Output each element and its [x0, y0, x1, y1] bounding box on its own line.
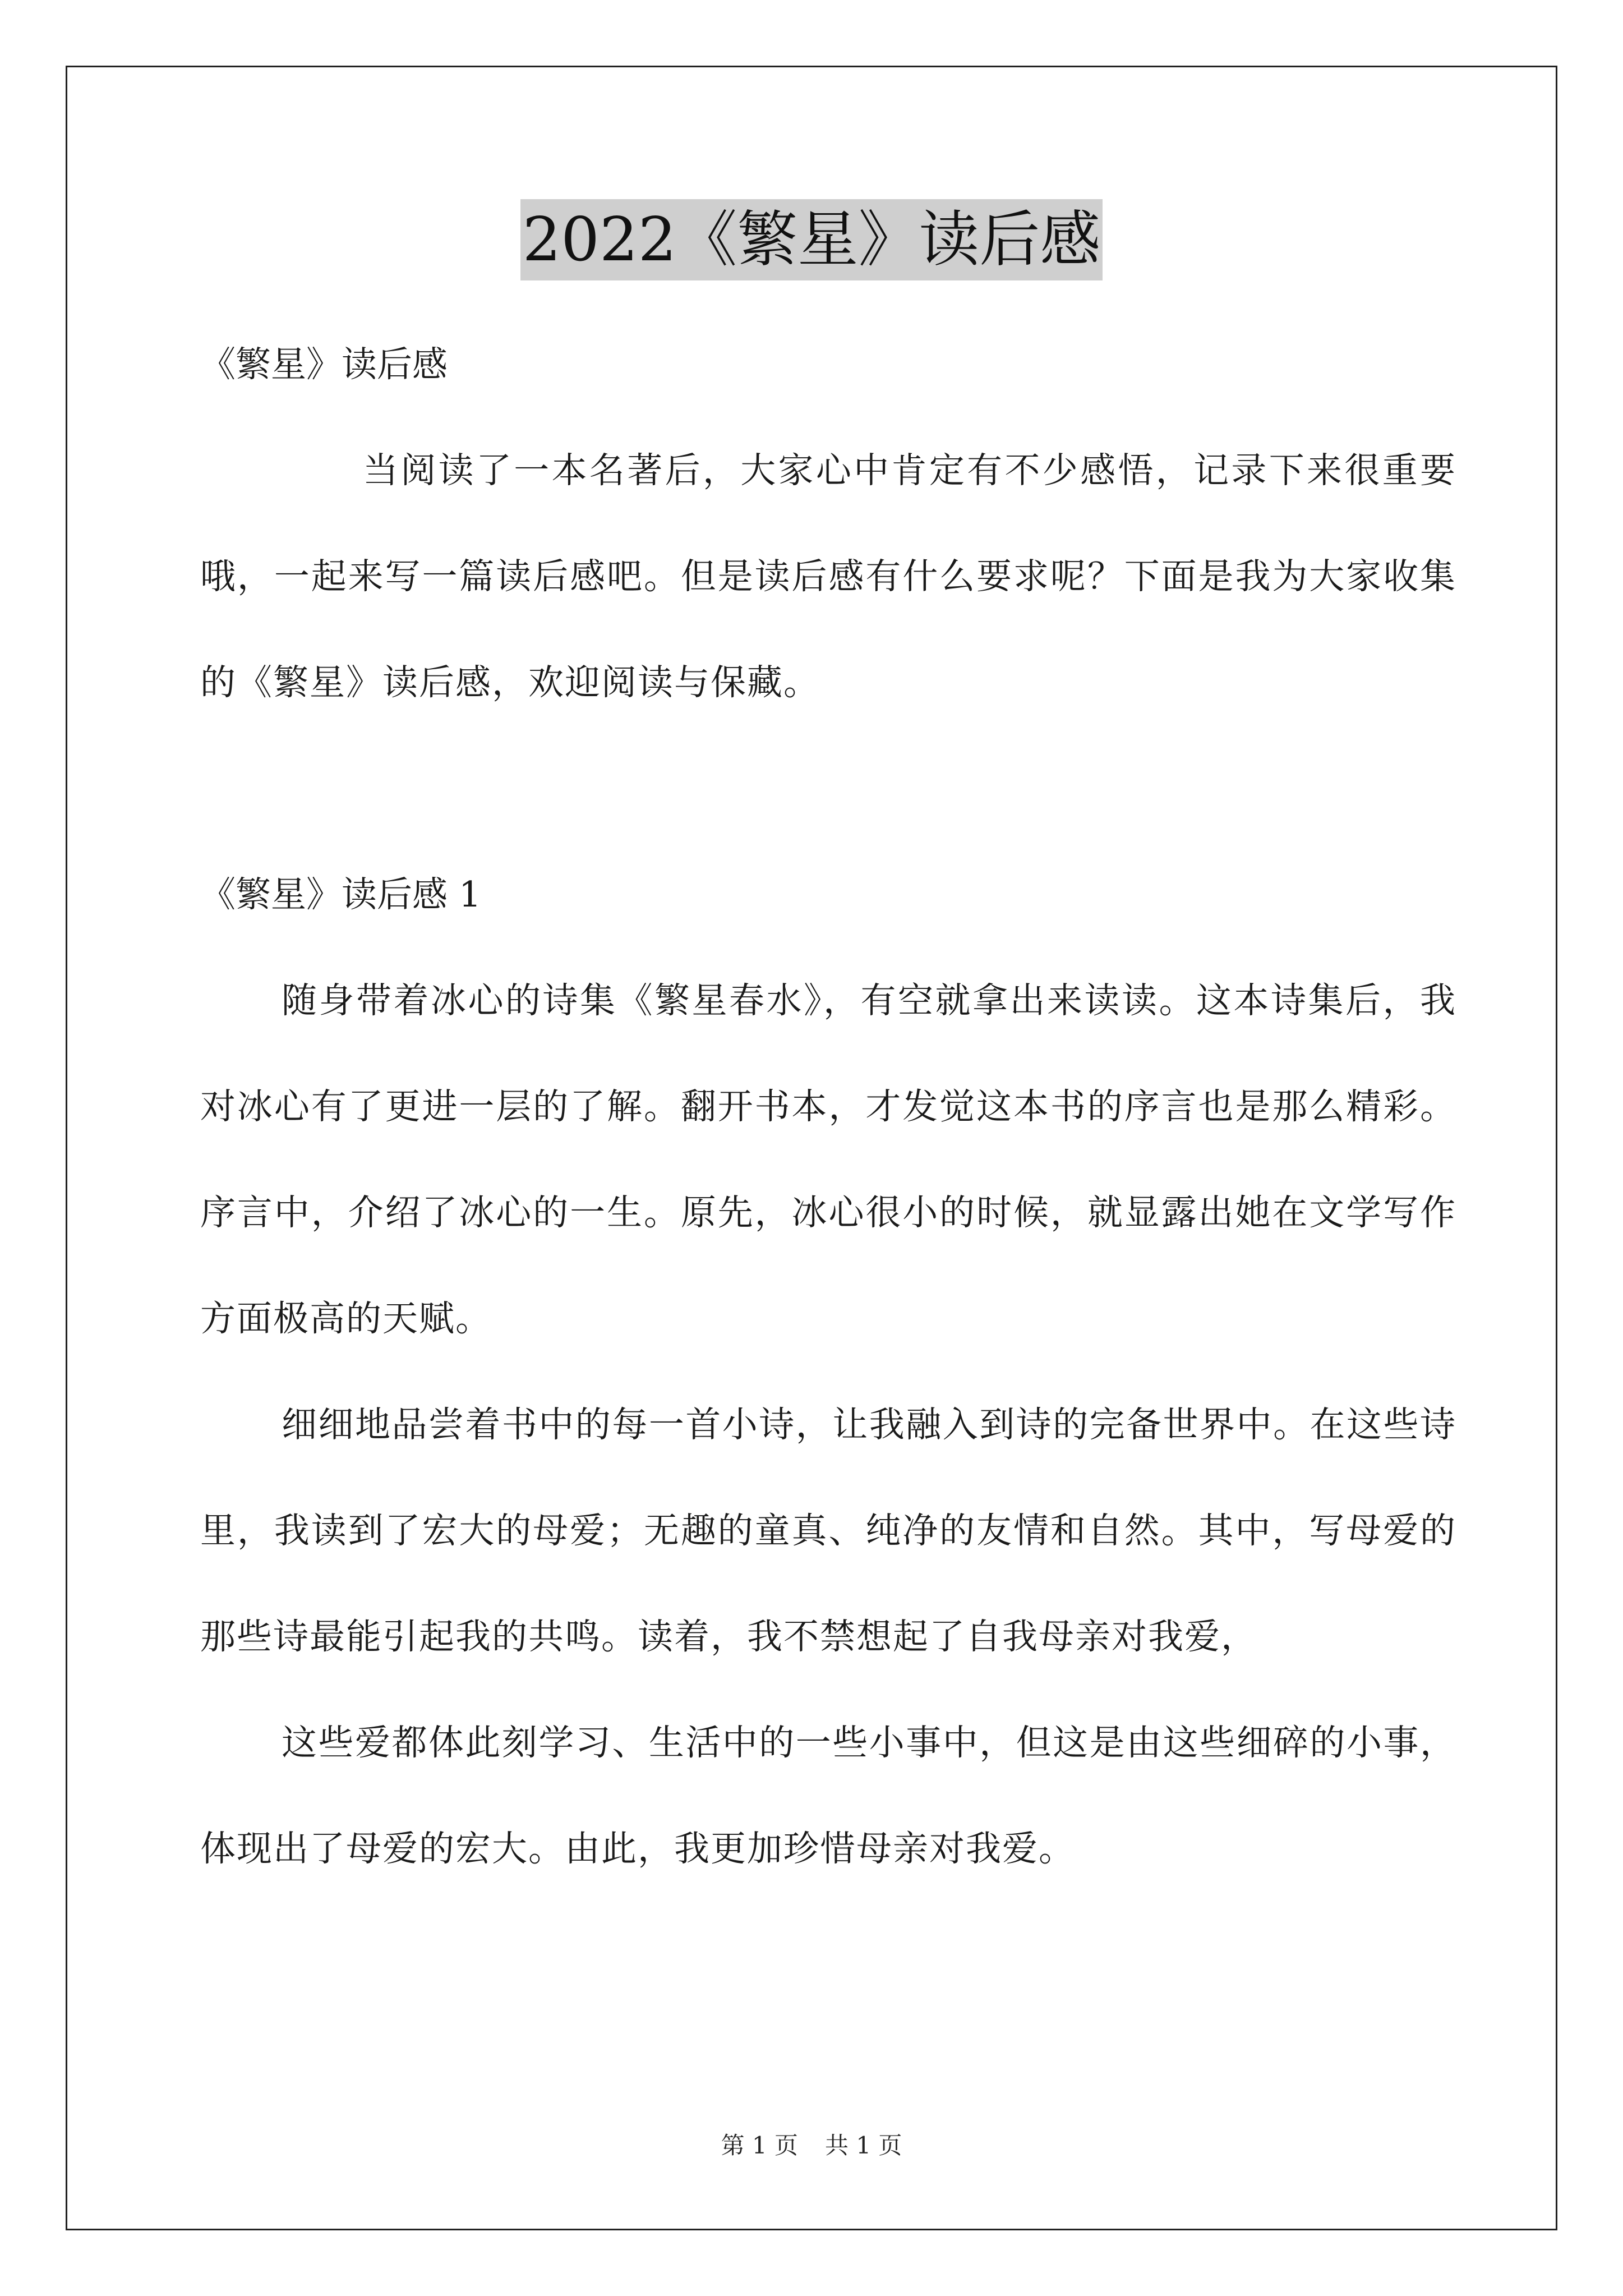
section-heading: 《繁星》读后感 1 — [200, 874, 482, 915]
page-total: 共 1 页 — [825, 2132, 902, 2159]
section-spacer — [200, 735, 1456, 841]
body-paragraph-3: 这些爱都体此刻学习、生活中的一些小事中，但这是由这些细碎的小事，体现出了母爱的宏大。由此，我更加珍惜母亲对我爱。 — [200, 1722, 1456, 1869]
body-paragraph-1: 随身带着冰心的诗集《繁星春水》，有空就拿出来读读。这本诗集后，我对冰心有了更进一层的了解。翻开书本，才发觉这本书的序言也是那么精彩。序言中，介绍了冰心的一生。原先，冰心很小的时候，就显露出她在文学写作方面极高的天赋。 — [200, 980, 1456, 1339]
document-body — [200, 311, 1456, 1902]
body-paragraph-2: 细细地品尝着书中的每一首小诗，让我融入到诗的完备世界中。在这些诗里，我读到了宏大的母爱；无趣的童真、纯净的友情和自然。其中，写母爱的那些诗最能引起我的共鸣。读着，我不禁想起了自我母亲对我爱， — [200, 1404, 1456, 1657]
intro-paragraph: 当阅读了一本名著后，大家心中肯定有不少感悟，记录下来很重要哦，一起来写一篇读后感吧。但是读后感有什么要求呢？下面是我为大家收集的《繁星》读后感，欢迎阅读与保藏。 — [200, 450, 1456, 703]
page-number: 第 1 页 — [721, 2132, 798, 2159]
page-footer — [0, 2129, 1623, 2162]
title-container — [0, 199, 1623, 280]
document-title: 2022《繁星》读后感 — [520, 199, 1103, 280]
intro-heading: 《繁星》读后感 — [200, 344, 448, 385]
